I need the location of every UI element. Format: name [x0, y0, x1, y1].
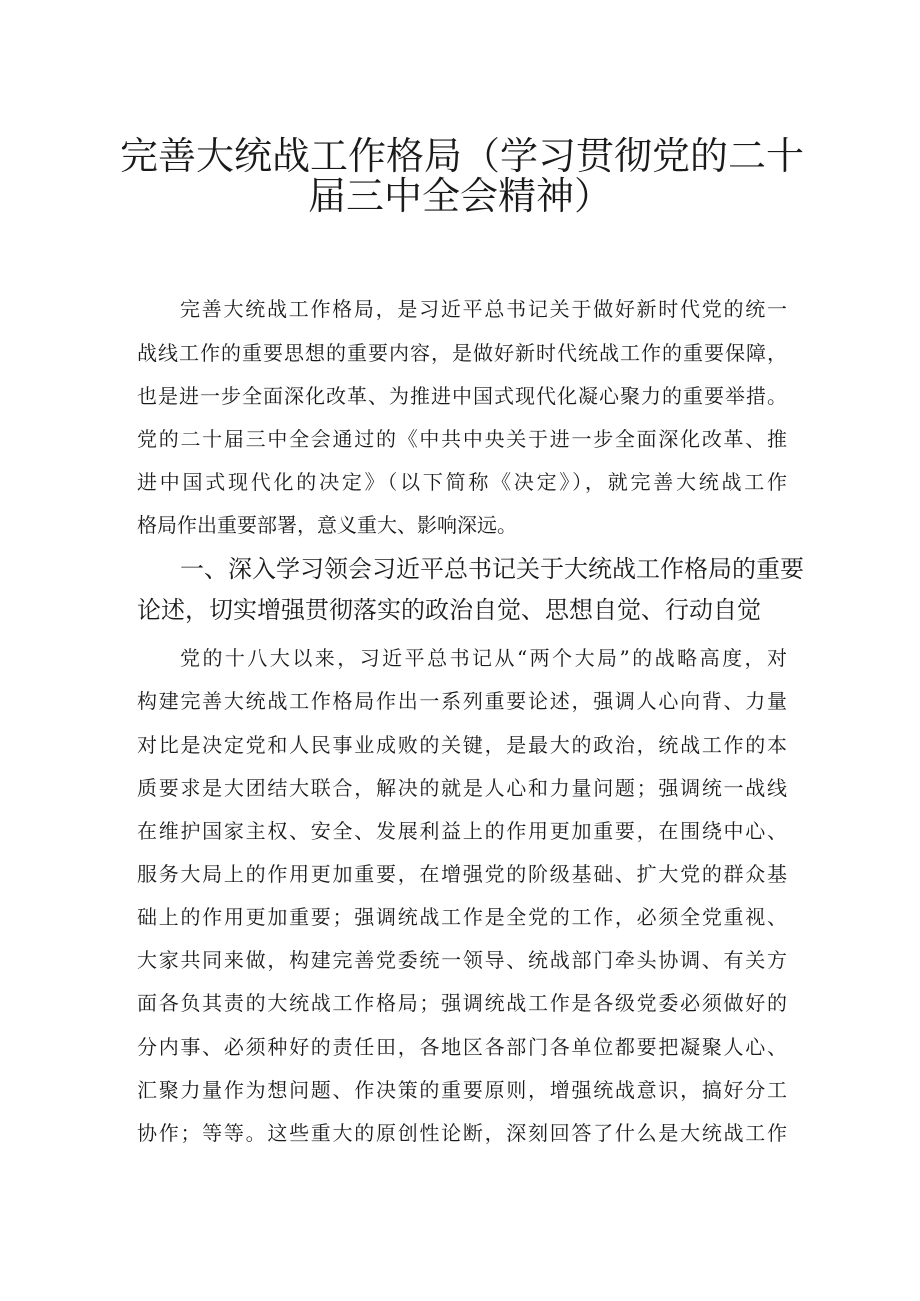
paragraph-2-line: 构建完善大统战工作格局作出一系列重要论述，强调人心向背、力量 — [137, 689, 787, 713]
paragraph-2-line: 协作；等等。这些重大的原创性论断，深刻回答了什么是大统战工作 — [137, 1121, 787, 1145]
paragraph-2-line: 质要求是大团结大联合，解决的就是人心和力量问题；强调统一战线 — [137, 776, 787, 800]
section-heading-line-1: 一、深入学习领会习近平总书记关于大统战工作格局的重要 — [180, 555, 804, 583]
paragraph-2-line: 面各负其责的大统战工作格局；强调统战工作是各级党委必须做好的 — [137, 991, 787, 1015]
paragraph-1-line: 格局作出重要部署，意义重大、影响深远。 — [137, 513, 517, 537]
paragraph-1-line: 完善大统战工作格局，是习近平总书记关于做好新时代党的统一 — [180, 297, 787, 321]
paragraph-1-line: 也是进一步全面深化改革、为推进中国式现代化凝心聚力的重要举措。 — [137, 384, 787, 408]
paragraph-2-line: 在维护国家主权、安全、发展利益上的作用更加重要，在围绕中心、 — [137, 819, 787, 843]
paragraph-1-line: 党的二十届三中全会通过的《中共中央关于进一步全面深化改革、推 — [137, 427, 787, 451]
paragraph-1-line: 战线工作的重要思想的重要内容，是做好新时代统战工作的重要保障， — [137, 341, 787, 365]
paragraph-2-line: 分内事、必须种好的责任田，各地区各部门各单位都要把凝聚人心、 — [137, 1035, 787, 1059]
paragraph-2-line: 大家共同来做，构建完善党委统一领导、统战部门牵头协调、有关方 — [137, 948, 787, 972]
paragraph-2-line: 服务大局上的作用更加重要，在增强党的阶级基础、扩大党的群众基 — [137, 862, 787, 886]
paragraph-2-line: 汇聚力量作为想问题、作决策的重要原则，增强统战意识，搞好分工 — [137, 1078, 787, 1102]
paragraph-2-line: 党的十八大以来，习近平总书记从“两个大局”的战略高度，对 — [180, 646, 787, 670]
document-title-line-2: 届三中全会精神） — [307, 174, 612, 218]
paragraph-2-line: 础上的作用更加重要；强调统战工作是全党的工作，必须全党重视、 — [137, 905, 787, 929]
section-heading-line-2: 论述，切实增强贯彻落实的政治自觉、思想自觉、行动自觉 — [137, 596, 761, 624]
paragraph-1-line: 进中国式现代化的决定》（以下简称《决定》），就完善大统战工作 — [137, 470, 787, 494]
paragraph-2-line: 对比是决定党和人民事业成败的关键，是最大的政治，统战工作的本 — [137, 733, 787, 757]
document-title-line-1: 完善大统战工作格局（学习贯彻党的二十 — [120, 134, 805, 178]
